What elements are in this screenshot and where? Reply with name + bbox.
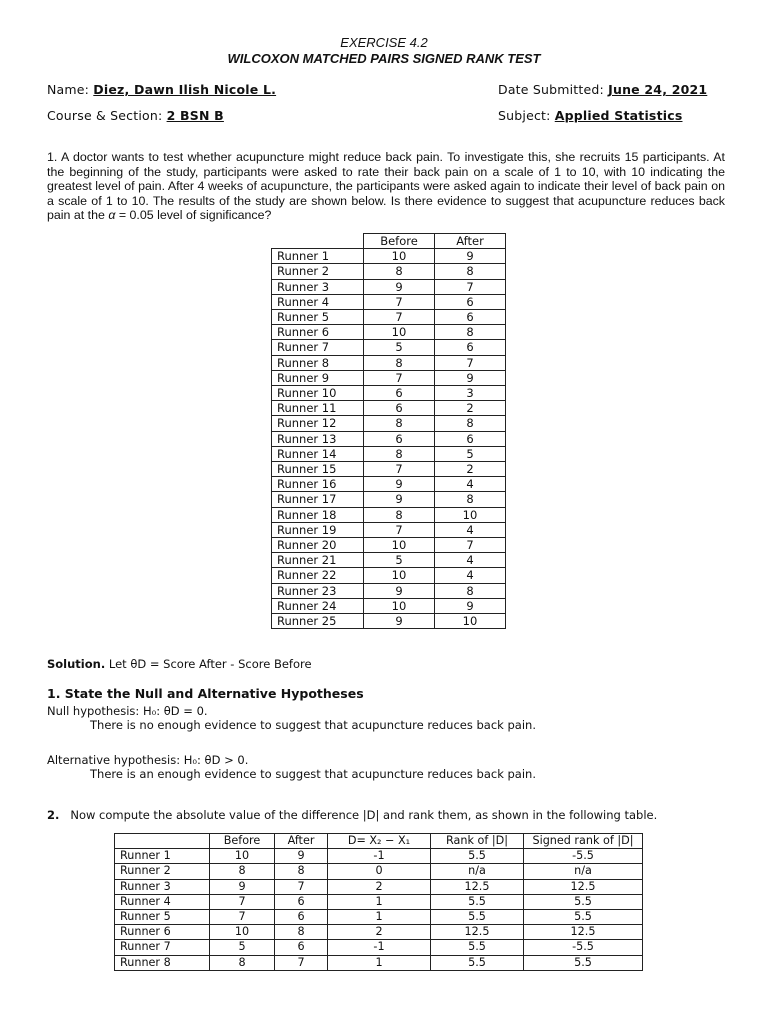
problem-statement bbox=[47, 150, 725, 223]
runner-name: Runner 3 bbox=[115, 879, 210, 894]
after-value: 8 bbox=[435, 492, 506, 507]
solution-label: Solution. bbox=[47, 657, 106, 671]
after-value: 4 bbox=[435, 477, 506, 492]
difference-value: 0 bbox=[328, 864, 431, 879]
before-value: 7 bbox=[364, 310, 435, 325]
before-value: 7 bbox=[364, 294, 435, 309]
header-after: After bbox=[435, 234, 506, 249]
table-row bbox=[272, 522, 506, 537]
problem-text: 1. A doctor wants to test whether acupuncture might reduce back pain. To investigate this, she recruits 15 participants. At the beginning of the study, participants were asked to rate their back pain on a scale of 1 to 10, with 10 indicating the greatest level of pain. After 4 weeks of acupuncture, the participants were asked again to indicate their level of back pain on a scale of 1 to 10. The results of the study are shown below. Is there evidence to suggest that acupuncture reduces back pain at the bbox=[47, 150, 725, 223]
runner-name: Runner 19 bbox=[272, 522, 364, 537]
after-value: 6 bbox=[435, 340, 506, 355]
table-row bbox=[272, 614, 506, 629]
alt-hypothesis-label: Alternative hypothesis: H₀: θD > 0. bbox=[47, 753, 249, 767]
rank-value: n/a bbox=[431, 864, 524, 879]
rank-table bbox=[114, 833, 643, 971]
runner-name: Runner 8 bbox=[115, 955, 210, 970]
table-row bbox=[115, 894, 643, 909]
before-value: 10 bbox=[210, 925, 275, 940]
signed-rank-value: 12.5 bbox=[524, 925, 643, 940]
after-value: 6 bbox=[435, 310, 506, 325]
runner-name: Runner 2 bbox=[115, 864, 210, 879]
rank-value: 5.5 bbox=[431, 940, 524, 955]
difference-value: 2 bbox=[328, 925, 431, 940]
runner-name: Runner 22 bbox=[272, 568, 364, 583]
exercise-title: WILCOXON MATCHED PAIRS SIGNED RANK TEST bbox=[227, 51, 541, 66]
runner-name: Runner 13 bbox=[272, 431, 364, 446]
table-row bbox=[272, 598, 506, 613]
rank-header-rank: Rank of |D| bbox=[431, 834, 524, 849]
after-value: 8 bbox=[435, 264, 506, 279]
after-value: 7 bbox=[435, 538, 506, 553]
subject-value: Applied Statistics bbox=[554, 108, 683, 123]
before-value: 7 bbox=[210, 894, 275, 909]
after-value: 2 bbox=[435, 462, 506, 477]
course-label: Course & Section: bbox=[47, 108, 163, 123]
before-value: 9 bbox=[364, 279, 435, 294]
before-value: 8 bbox=[364, 264, 435, 279]
alt-hypothesis-text: There is an enough evidence to suggest that acupuncture reduces back pain. bbox=[90, 767, 536, 781]
rank-header-diff: D= X₂ − X₁ bbox=[328, 834, 431, 849]
runner-name: Runner 21 bbox=[272, 553, 364, 568]
signed-rank-value: 5.5 bbox=[524, 955, 643, 970]
subject-field bbox=[498, 108, 682, 123]
after-value: 4 bbox=[435, 568, 506, 583]
runner-name: Runner 6 bbox=[115, 925, 210, 940]
signed-rank-value: 5.5 bbox=[524, 894, 643, 909]
table-row bbox=[115, 925, 643, 940]
table-row bbox=[272, 279, 506, 294]
after-value: 8 bbox=[435, 325, 506, 340]
after-value: 8 bbox=[435, 583, 506, 598]
after-value: 6 bbox=[435, 431, 506, 446]
signed-rank-value: 12.5 bbox=[524, 879, 643, 894]
table-row bbox=[272, 370, 506, 385]
runner-name: Runner 3 bbox=[272, 279, 364, 294]
alpha-symbol: α bbox=[108, 208, 116, 223]
signed-rank-value: -5.5 bbox=[524, 849, 643, 864]
table-row bbox=[272, 325, 506, 340]
rank-header-after: After bbox=[275, 834, 328, 849]
subject-label: Subject: bbox=[498, 108, 551, 123]
runner-name: Runner 4 bbox=[272, 294, 364, 309]
signed-rank-value: -5.5 bbox=[524, 940, 643, 955]
step2-number: 2. bbox=[47, 808, 60, 822]
runner-name: Runner 15 bbox=[272, 462, 364, 477]
before-value: 7 bbox=[364, 462, 435, 477]
name-label: Name: bbox=[47, 82, 90, 97]
problem-text-end: = 0.05 level of significance? bbox=[115, 208, 272, 223]
table-row bbox=[115, 864, 643, 879]
table-row bbox=[115, 910, 643, 925]
name-value: Diez, Dawn Ilish Nicole L. bbox=[93, 82, 277, 97]
runner-name: Runner 10 bbox=[272, 386, 364, 401]
before-value: 8 bbox=[364, 507, 435, 522]
after-value: 2 bbox=[435, 401, 506, 416]
before-value: 10 bbox=[364, 325, 435, 340]
runner-name: Runner 4 bbox=[115, 894, 210, 909]
table-row bbox=[272, 462, 506, 477]
table-row bbox=[115, 940, 643, 955]
solution-line bbox=[47, 657, 312, 671]
before-value: 9 bbox=[364, 614, 435, 629]
table-row bbox=[272, 583, 506, 598]
table-row bbox=[272, 416, 506, 431]
runner-name: Runner 12 bbox=[272, 416, 364, 431]
data-table-body bbox=[272, 249, 506, 629]
table-row bbox=[272, 538, 506, 553]
rank-table-header-row bbox=[115, 834, 643, 849]
difference-value: 1 bbox=[328, 894, 431, 909]
after-value: 7 bbox=[275, 955, 328, 970]
table-row bbox=[272, 401, 506, 416]
table-row bbox=[115, 849, 643, 864]
difference-value: -1 bbox=[328, 849, 431, 864]
date-value: June 24, 2021 bbox=[608, 82, 708, 97]
rank-value: 5.5 bbox=[431, 894, 524, 909]
table-row bbox=[272, 446, 506, 461]
after-value: 6 bbox=[275, 910, 328, 925]
runner-name: Runner 18 bbox=[272, 507, 364, 522]
before-value: 9 bbox=[364, 583, 435, 598]
after-value: 9 bbox=[435, 598, 506, 613]
table-row bbox=[115, 879, 643, 894]
solution-text: Let θD = Score After - Score Before bbox=[108, 657, 312, 671]
before-value: 5 bbox=[210, 940, 275, 955]
date-field bbox=[498, 82, 707, 97]
before-value: 10 bbox=[364, 598, 435, 613]
rank-value: 12.5 bbox=[431, 925, 524, 940]
table-header-row bbox=[272, 234, 506, 249]
null-hypothesis-text: There is no enough evidence to suggest that acupuncture reduces back pain. bbox=[90, 718, 536, 732]
runner-name: Runner 6 bbox=[272, 325, 364, 340]
rank-value: 5.5 bbox=[431, 849, 524, 864]
course-value: 2 BSN B bbox=[166, 108, 224, 123]
runner-name: Runner 14 bbox=[272, 446, 364, 461]
before-value: 6 bbox=[364, 386, 435, 401]
name-field bbox=[47, 82, 276, 97]
after-value: 3 bbox=[435, 386, 506, 401]
after-value: 6 bbox=[275, 940, 328, 955]
after-value: 10 bbox=[435, 614, 506, 629]
runner-name: Runner 17 bbox=[272, 492, 364, 507]
difference-value: 1 bbox=[328, 955, 431, 970]
before-value: 8 bbox=[210, 864, 275, 879]
table-row bbox=[272, 340, 506, 355]
rank-header-blank bbox=[115, 834, 210, 849]
difference-value: 2 bbox=[328, 879, 431, 894]
data-table bbox=[271, 233, 506, 629]
table-row bbox=[272, 386, 506, 401]
after-value: 5 bbox=[435, 446, 506, 461]
null-hypothesis-label: Null hypothesis: H₀: θD = 0. bbox=[47, 704, 208, 718]
runner-name: Runner 7 bbox=[272, 340, 364, 355]
after-value: 8 bbox=[435, 416, 506, 431]
table-row bbox=[115, 955, 643, 970]
after-value: 7 bbox=[435, 355, 506, 370]
after-value: 9 bbox=[435, 249, 506, 264]
difference-value: -1 bbox=[328, 940, 431, 955]
after-value: 4 bbox=[435, 522, 506, 537]
runner-name: Runner 5 bbox=[115, 910, 210, 925]
header-blank bbox=[272, 234, 364, 249]
runner-name: Runner 11 bbox=[272, 401, 364, 416]
before-value: 5 bbox=[364, 553, 435, 568]
table-row bbox=[272, 492, 506, 507]
after-value: 10 bbox=[435, 507, 506, 522]
date-label: Date Submitted: bbox=[498, 82, 604, 97]
table-row bbox=[272, 294, 506, 309]
before-value: 5 bbox=[364, 340, 435, 355]
after-value: 9 bbox=[275, 849, 328, 864]
after-value: 6 bbox=[275, 894, 328, 909]
rank-header-signed-rank: Signed rank of |D| bbox=[524, 834, 643, 849]
table-row bbox=[272, 507, 506, 522]
before-value: 10 bbox=[364, 249, 435, 264]
table-row bbox=[272, 355, 506, 370]
step2-text: Now compute the absolute value of the difference |D| and rank them, as shown in the following table. bbox=[70, 808, 658, 822]
before-value: 6 bbox=[364, 431, 435, 446]
runner-name: Runner 2 bbox=[272, 264, 364, 279]
course-field bbox=[47, 108, 224, 123]
signed-rank-value: 5.5 bbox=[524, 910, 643, 925]
before-value: 8 bbox=[210, 955, 275, 970]
runner-name: Runner 23 bbox=[272, 583, 364, 598]
rank-value: 5.5 bbox=[431, 955, 524, 970]
before-value: 10 bbox=[364, 538, 435, 553]
rank-table-body bbox=[115, 849, 643, 971]
after-value: 8 bbox=[275, 864, 328, 879]
runner-name: Runner 8 bbox=[272, 355, 364, 370]
after-value: 4 bbox=[435, 553, 506, 568]
difference-value: 1 bbox=[328, 910, 431, 925]
before-value: 8 bbox=[364, 446, 435, 461]
header-before: Before bbox=[364, 234, 435, 249]
signed-rank-value: n/a bbox=[524, 864, 643, 879]
step1-heading: 1. State the Null and Alternative Hypotheses bbox=[47, 686, 364, 701]
table-row bbox=[272, 249, 506, 264]
table-row bbox=[272, 264, 506, 279]
after-value: 7 bbox=[275, 879, 328, 894]
runner-name: Runner 7 bbox=[115, 940, 210, 955]
runner-name: Runner 1 bbox=[115, 849, 210, 864]
after-value: 6 bbox=[435, 294, 506, 309]
before-value: 7 bbox=[364, 370, 435, 385]
runner-name: Runner 1 bbox=[272, 249, 364, 264]
runner-name: Runner 20 bbox=[272, 538, 364, 553]
runner-name: Runner 5 bbox=[272, 310, 364, 325]
runner-name: Runner 16 bbox=[272, 477, 364, 492]
before-value: 8 bbox=[364, 416, 435, 431]
runner-name: Runner 24 bbox=[272, 598, 364, 613]
after-value: 8 bbox=[275, 925, 328, 940]
before-value: 10 bbox=[210, 849, 275, 864]
table-row bbox=[272, 431, 506, 446]
after-value: 7 bbox=[435, 279, 506, 294]
table-row bbox=[272, 553, 506, 568]
before-value: 8 bbox=[364, 355, 435, 370]
after-value: 9 bbox=[435, 370, 506, 385]
before-value: 7 bbox=[364, 522, 435, 537]
before-value: 7 bbox=[210, 910, 275, 925]
rank-value: 12.5 bbox=[431, 879, 524, 894]
table-row bbox=[272, 477, 506, 492]
before-value: 9 bbox=[364, 492, 435, 507]
before-value: 10 bbox=[364, 568, 435, 583]
before-value: 9 bbox=[364, 477, 435, 492]
runner-name: Runner 9 bbox=[272, 370, 364, 385]
before-value: 6 bbox=[364, 401, 435, 416]
before-value: 9 bbox=[210, 879, 275, 894]
rank-value: 5.5 bbox=[431, 910, 524, 925]
step2-line bbox=[47, 808, 657, 822]
runner-name: Runner 25 bbox=[272, 614, 364, 629]
table-row bbox=[272, 310, 506, 325]
table-row bbox=[272, 568, 506, 583]
exercise-number: EXERCISE 4.2 bbox=[340, 35, 428, 50]
rank-header-before: Before bbox=[210, 834, 275, 849]
